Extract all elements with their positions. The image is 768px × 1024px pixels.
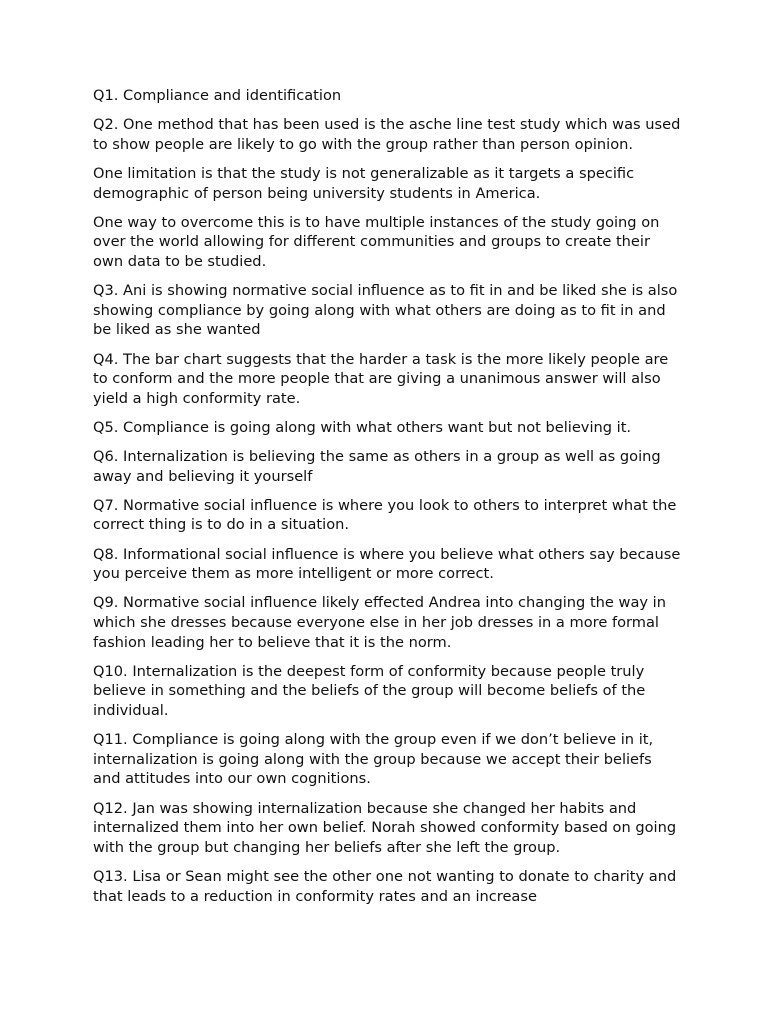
paragraph-q2-overcome: One way to overcome this is to have multiple instances of the study going on over the world allowing for different communities and groups to create their own data to be studied.: [93, 213, 660, 270]
paragraph-q9: Q9. Normative social influence likely effected Andrea into changing the way in which she dresses because everyone else in her job dresses in a more formal fashion leading her to believe that it is the norm.: [93, 594, 666, 651]
paragraph-q2: Q2. One method that has been used is the asche line test study which was used to show people are likely to go with the group rather than person opinion.: [93, 116, 681, 153]
paragraph-q12: Q12. Jan was showing internalization because she changed her habits and internalized them into her own belief. Norah showed conformity based on going with the group but changing her beliefs after she left the group.: [93, 799, 677, 856]
paragraph-q10: Q10. Internalization is the deepest form of conformity because people truly believe in something and the beliefs of the group will become beliefs of the individual.: [93, 662, 646, 719]
paragraph-q5: Q5. Compliance is going along with what others want but not believing it.: [93, 418, 632, 436]
paragraph-q6: Q6. Internalization is believing the same as others in a group as well as going away and believing it yourself: [93, 448, 661, 485]
paragraph-q2-limitation: One limitation is that the study is not generalizable as it targets a specific demographic of person being university students in America.: [93, 164, 635, 202]
paragraph-q8: Q8. Informational social influence is where you believe what others say because you perceive them as more intelligent or more correct.: [93, 545, 681, 583]
paragraph-q4: Q4. The bar chart suggests that the harder a task is the more likely people are to conform and the more people that are giving a unanimous answer will also yield a high conformity rate.: [93, 350, 669, 407]
paragraph-q7: Q7. Normative social influence is where you look to others to interpret what the correct thing is to do in a situation.: [93, 496, 677, 534]
paragraph-q3: Q3. Ani is showing normative social influence as to fit in and be liked she is also showing compliance by going along with what others are doing as to fit in and be liked as she wanted: [93, 282, 678, 339]
paragraph-q1: Q1. Compliance and identification: [93, 87, 342, 104]
paragraph-q13: Q13. Lisa or Sean might see the other one not wanting to donate to charity and that leads to a reduction in conformity rates and an increase: [93, 867, 677, 905]
document-body: [93, 86, 683, 916]
paragraph-q11: Q11. Compliance is going along with the group even if we don’t believe in it, internalization is going along with the group because we accept their beliefs and attitudes into our own cognitions.: [93, 731, 654, 788]
